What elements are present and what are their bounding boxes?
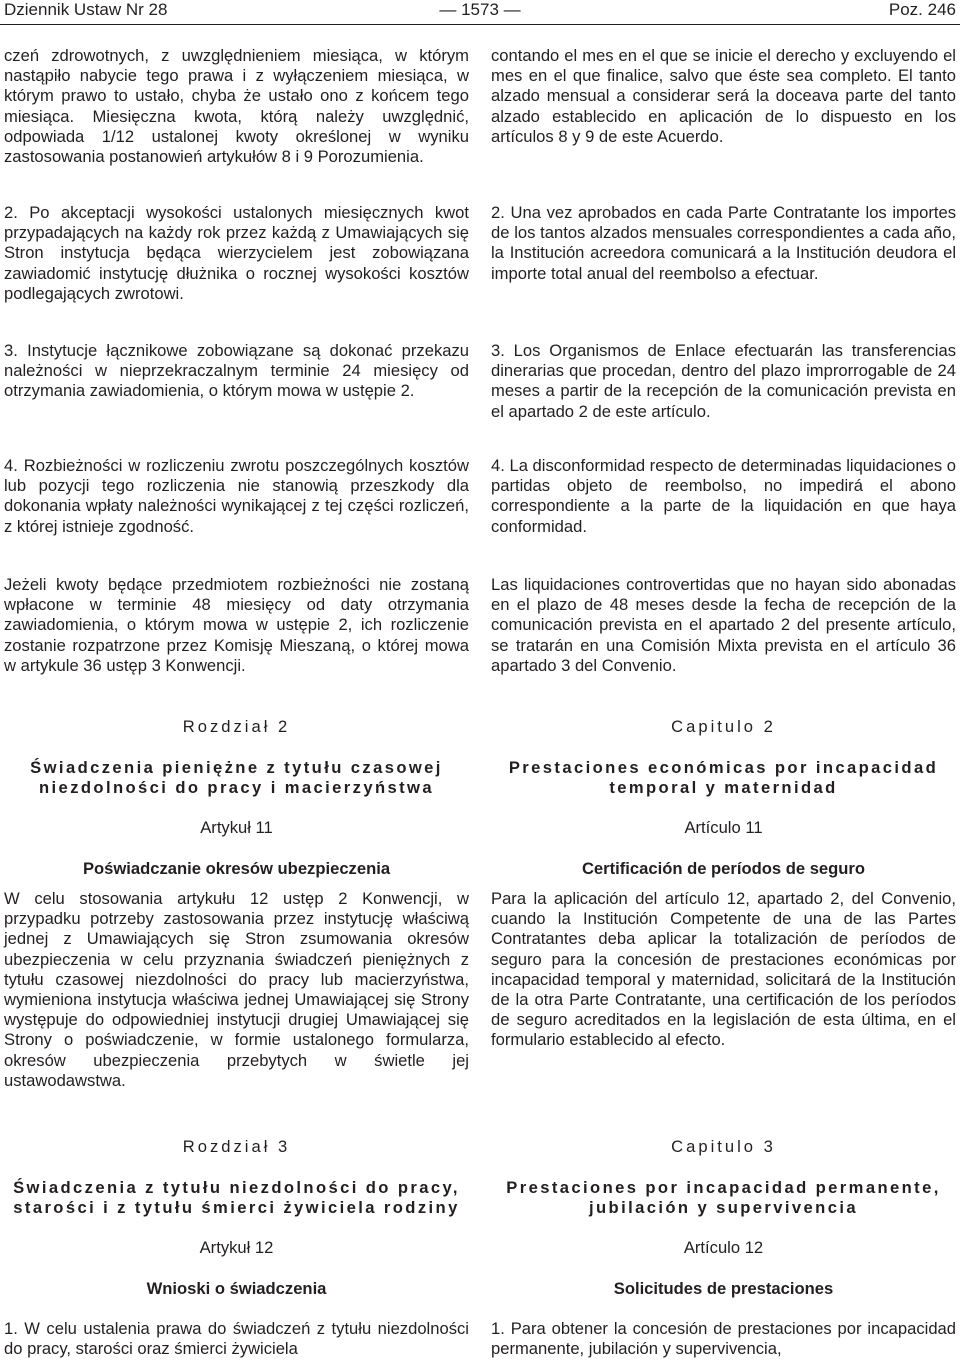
- pl-chapter-3-title: Świadczenia z tytułu niezdolności do pracy, starości i z tytułu śmierci żywiciela rodziny: [13, 1178, 460, 1218]
- pl-article-11-title: Poświadczanie okresów ubezpieczenia: [82, 859, 391, 878]
- pl-article-12-title: Wnioski o świadczenia: [146, 1279, 327, 1298]
- es-paragraph-2: 2. Una vez aprobados en cada Parte Contratante los importes de los tantos alzados mensuales correspondientes a cada año, la Institución acreedora comunicará a la Institución deudora el importe total anual del reembolso a efectuar.: [491, 203, 956, 283]
- es-paragraph-4: 4. La disconformidad respecto de determinadas liquidaciones o partidas objeto de reembolso, no impedirá el abono correspondiente a la parte de la liquidación en que haya conformidad.: [491, 456, 956, 536]
- es-article-11-text: Para la aplicación del artículo 12, apartado 2, del Convenio, cuando la Institución Competente de una de las Partes Contratantes deba aplicar la totalización de períodos de seguro para la concesión de prestaciones económicas por incapacidad temporal y maternidad, solicitará de la Institución de la otra Parte Contratante, una certificación de los períodos de seguro acreditados en la legislación de esta última, en el formulario establecido al efecto.: [491, 889, 956, 1050]
- pl-chapter-3-heading: Rozdział 3: [182, 1137, 291, 1156]
- es-article-12-text: 1. Para obtener la concesión de prestaciones por incapacidad permanente, jubilación y supervivencia,: [491, 1319, 956, 1359]
- es-chapter-3-title: Prestaciones por incapacidad permanente, jubilación y supervivencia: [506, 1178, 941, 1218]
- es-paragraph-1: contando el mes en el que se inicie el derecho y excluyendo el mes en el que finalice, salvo que éste sea completo. El tanto alzado mensual a considerar será la doceava parte del tanto alzado establecido en aplicación de lo dispuesto en los artículos 8 y 9 de este Acuerdo.: [491, 46, 956, 146]
- pl-chapter-2-heading: Rozdział 2: [182, 717, 291, 736]
- pl-paragraph-3: 3. Instytucje łącznikowe zobowiązane są dokonać przekazu należności w nieprzekraczalnym terminie 24 miesięcy od otrzymania zawiadomienia, o którym mowa w ustępie 2.: [4, 341, 469, 401]
- es-paragraph-3: 3. Los Organismos de Enlace efectuarán las transferencias dinerarias que procedan, dentro del plazo improrrogable de 24 meses a partir de la recepción de la comunicación prevista en el apartado 2 de este artículo.: [491, 341, 956, 421]
- es-chapter-3-heading: Capitulo 3: [671, 1137, 776, 1156]
- page-number: — 1573 —: [439, 0, 521, 19]
- pl-paragraph-1: czeń zdrowotnych, z uwzględnieniem miesiąca, w którym nastąpiło nabycie tego prawa i z wyłączeniem miesiąca, w którym prawo to ustało, chyba że ustało ono z końcem tego miesiąca. Miesięczna kwota, którą należy uwzględnić, odpowiada 1/12 ustalonej kwoty określonej w wyniku zastosowania postanowień artykułów 8 i 9 Porozumienia.: [4, 46, 469, 167]
- es-chapter-2-title: Prestaciones económicas por incapacidad temporal y maternidad: [508, 758, 939, 798]
- position-number: Poz. 246: [888, 0, 956, 19]
- pl-paragraph-2: 2. Po akceptacji wysokości ustalonych miesięcznych kwot przypadających na każdy rok przez każdą z Umawiających się Stron instytucja będąca wierzycielem jest zobowiązana zawiadomić instytucję dłużnika o rocznej wysokości kosztów podlegających zwrotowi.: [4, 203, 469, 303]
- pl-paragraph-5: Jeżeli kwoty będące przedmiotem rozbieżności nie zostaną wpłacone w terminie 48 miesięcy od daty otrzymania zawiadomienia, o którym mowa w ustępie 2, ich rozliczenie zostanie rozpatrzone przez Komisję Mieszaną, o której mowa w artykule 36 ustęp 3 Konwencji.: [4, 575, 469, 675]
- pl-paragraph-4: 4. Rozbieżności w rozliczeniu zwrotu poszczególnych kosztów lub pozycji tego rozliczenia nie stanowią przeszkody dla dokonania wpłaty należności wynikającej z tej części rozliczeń, z której istnieje zgodność.: [4, 456, 469, 536]
- es-article-12-title: Solicitudes de prestaciones: [613, 1279, 834, 1298]
- polish-column: [4, 0, 469, 1362]
- es-article-11-heading: Artículo 11: [684, 818, 763, 837]
- es-article-12-heading: Artículo 12: [683, 1238, 764, 1257]
- spanish-column: [491, 0, 956, 1362]
- pl-article-11-text: W celu stosowania artykułu 12 ustęp 2 Konwencji, w przypadku potrzeby zastosowania przez instytucję właściwą jednej z Umawiających się Stron zsumowania okresów ubezpieczenia w celu przyznania świadczeń pieniężnych z tytułu czasowej niezdolności do pracy lub macierzyństwa, wymieniona instytucja właściwa jednej Umawiającej się Strony występuje do odpowiedniej instytucji drugiej Umawiającej się Strony o poświadczenie, w formie ustalonego formularza, okresów ubezpieczenia przebytych w świetle jej ustawodawstwa.: [4, 889, 469, 1090]
- es-article-11-title: Certificación de períodos de seguro: [581, 859, 866, 878]
- pl-chapter-2-title: Świadczenia pieniężne z tytułu czasowej niezdolności do pracy i macierzyństwa: [30, 758, 443, 798]
- es-chapter-2-heading: Capitulo 2: [671, 717, 776, 736]
- journal-name: Dziennik Ustaw Nr 28: [4, 0, 168, 19]
- pl-article-12-heading: Artykuł 12: [199, 1238, 274, 1257]
- es-paragraph-5: Las liquidaciones controvertidas que no hayan sido abonadas en el plazo de 48 meses desde la fecha de recepción de la comunicación prevista en el apartado 2 del presente artículo, se tratarán en una Comisión Mixta prevista en el artículo 36 apartado 3 del Convenio.: [491, 575, 956, 675]
- pl-article-12-text: 1. W celu ustalenia prawa do świadczeń z tytułu niezdolności do pracy, starości oraz śmierci żywiciela: [4, 1319, 469, 1359]
- pl-article-11-heading: Artykuł 11: [200, 818, 273, 837]
